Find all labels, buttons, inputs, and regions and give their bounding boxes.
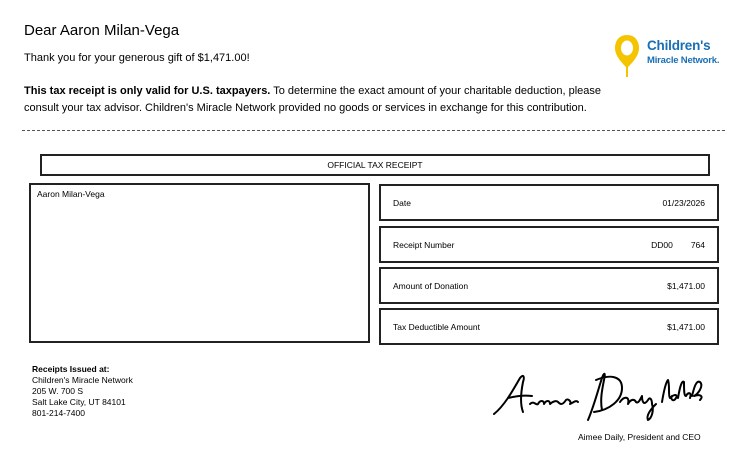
field-tax-deductible-amount <box>379 308 719 345</box>
logo-line-1: Children's <box>647 38 711 53</box>
receipt-suffix: 764 <box>690 240 705 250</box>
field-value <box>651 240 705 250</box>
field-value: $1,471.00 <box>667 322 705 332</box>
logo-line-2: Miracle Network. <box>647 55 720 66</box>
thank-you-message: Thank you for your generous gift of $1,471.00! <box>24 52 250 64</box>
field-value: 01/23/2026 <box>662 198 705 208</box>
signature-image <box>490 366 720 424</box>
issued-city: Salt Lake City, UT 84101 <box>32 397 126 407</box>
tax-notice-bold: This tax receipt is only valid for U.S. taxpayers. <box>24 85 271 97</box>
dashed-divider <box>22 130 725 131</box>
issued-heading: Receipts Issued at: <box>32 364 110 374</box>
receipt-title: OFFICIAL TAX RECEIPT <box>40 154 710 176</box>
greeting: Dear Aaron Milan-Vega <box>24 22 180 39</box>
field-receipt-number <box>379 226 719 263</box>
donor-name-box <box>29 183 370 343</box>
donor-name: Aaron Milan-Vega <box>37 189 105 199</box>
field-value: $1,471.00 <box>667 281 705 291</box>
issued-at-block <box>32 364 133 419</box>
tax-notice <box>24 83 624 117</box>
tax-notice-text: To determine the exact amount of your charitable deduction, please consult your tax advisor. Children's Miracle Network provided no goods or services in exchange for this contribution. <box>24 85 601 114</box>
field-label: Tax Deductible Amount <box>393 322 480 332</box>
receipt-prefix: DD00 <box>651 240 673 250</box>
signer-caption: Aimee Daily, President and CEO <box>578 432 701 442</box>
field-amount-of-donation <box>379 267 719 304</box>
balloon-icon <box>613 33 643 79</box>
issued-org: Children's Miracle Network <box>32 375 133 385</box>
field-date <box>379 184 719 221</box>
field-label: Receipt Number <box>393 240 455 250</box>
field-label: Amount of Donation <box>393 281 469 291</box>
logo <box>613 33 733 79</box>
issued-phone: 801-214-7400 <box>32 408 85 418</box>
issued-street: 205 W. 700 S <box>32 386 84 396</box>
field-label: Date <box>393 198 411 208</box>
